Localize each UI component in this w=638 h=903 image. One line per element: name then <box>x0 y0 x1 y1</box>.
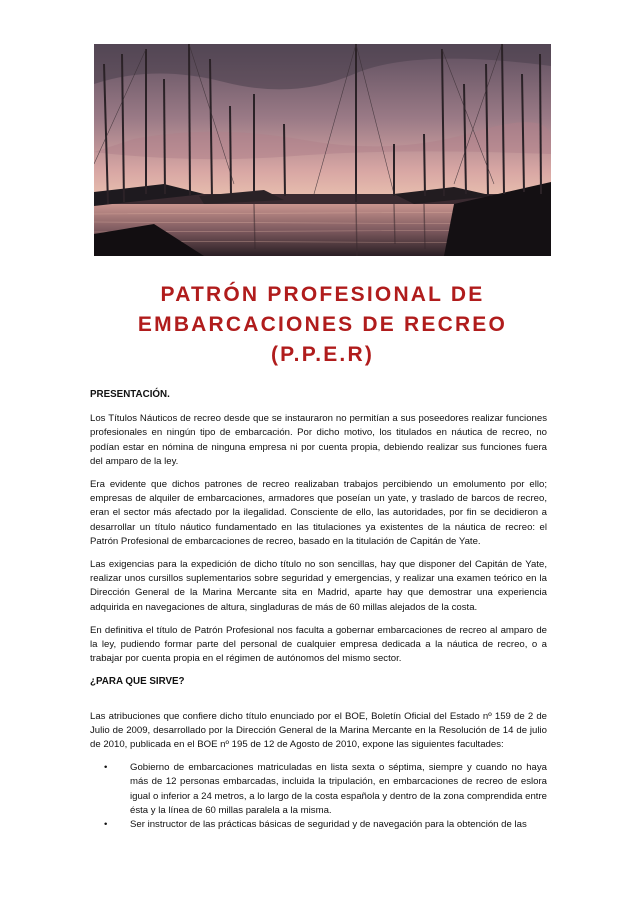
list-item-text: Gobierno de embarcaciones matriculadas en lista sexta o séptima, siempre y cuando no haya más de 12 personas embarcadas, incluida la tripulación, en embarcaciones de recreo de eslora igual o inferior a 24 metros, a lo largo de la costa española y dentro de la zona comprendida entre ésta y la línea de 60 millas paralela a la misma. <box>130 762 547 816</box>
paragraph-2: Era evidente que dichos patrones de recreo realizaban trabajos percibiendo un emolumento por ello; empresas de alquiler de embarcaciones, armadores que poseían un yate, y traslado de barcos de recreo, eran el sector más afectado por la ilegalidad. Consciente de ello, las autoridades, por fin se decidieron a desarrollar un título náutico fundamentado en las titulaciones ya existentes de la náutica de recreo: el Patrón Profesional de embarcaciones de recreo, basado en la titulación de Capitán de Yate. <box>90 479 547 547</box>
marina-photo <box>94 44 551 256</box>
faculties-list <box>90 761 547 832</box>
document-body <box>90 388 547 832</box>
paragraph-1: Los Títulos Náuticos de recreo desde que se instauraron no permitían a sus poseedores realizar funciones profesionales en ningún tipo de embarcación. Por dicho motivo, los titulados en náutica de recreo, no podían estar en nómina de ninguna empresa ni por cuenta propia, debiendo realizar sus funciones fuera del amparo de la ley. <box>90 413 547 467</box>
bullet-icon: • <box>104 819 108 831</box>
bullet-icon: • <box>104 762 108 774</box>
title-line-3: (P.P.E.R) <box>270 343 375 366</box>
paragraph-5: Las atribuciones que confiere dicho título enunciado por el BOE, Boletín Oficial del Estado nº 159 de 2 de Julio de 2009, desarrollado por la Dirección General de la Marina Mercante en la Resolución de 14 de julio de 2010, publicada en el BOE nº 195 de 12 de Agosto de 2010, expone las siguientes facultades: <box>90 710 547 751</box>
para-que-sirve-heading: ¿PARA QUE SIRVE? <box>90 676 185 688</box>
list-item <box>90 818 547 832</box>
list-item <box>90 761 547 818</box>
title-line-2: EMBARCACIONES DE RECREO <box>137 313 508 336</box>
title-line-1: PATRÓN PROFESIONAL DE <box>160 283 485 306</box>
document-title <box>94 280 551 370</box>
paragraph-3: Las exigencias para la expedición de dicho título no son sencillas, hay que disponer del Capitán de Yate, realizar unos cursillos suplementarios sobre seguridad y emergencias, y realizar una examen teórico en la Dirección General de la Marina Mercante sita en Madrid, aparte hay que demostrar una experiencia adquirida en navegaciones de altura, singladuras de más de 60 millas alejados de la costa. <box>90 559 547 613</box>
paragraph-4: En definitiva el título de Patrón Profesional nos faculta a gobernar embarcaciones de recreo al amparo de la ley, pudiendo formar parte del personal de cualquier empresa dedicada a la náutica de recreo, o a trabajar por cuenta propia en el régimen de autónomos del mismo sector. <box>90 624 547 665</box>
presentacion-heading: PRESENTACIÓN. <box>90 389 170 400</box>
list-item-text: Ser instructor de las prácticas básicas de seguridad y de navegación para la obtención de las <box>130 819 527 831</box>
